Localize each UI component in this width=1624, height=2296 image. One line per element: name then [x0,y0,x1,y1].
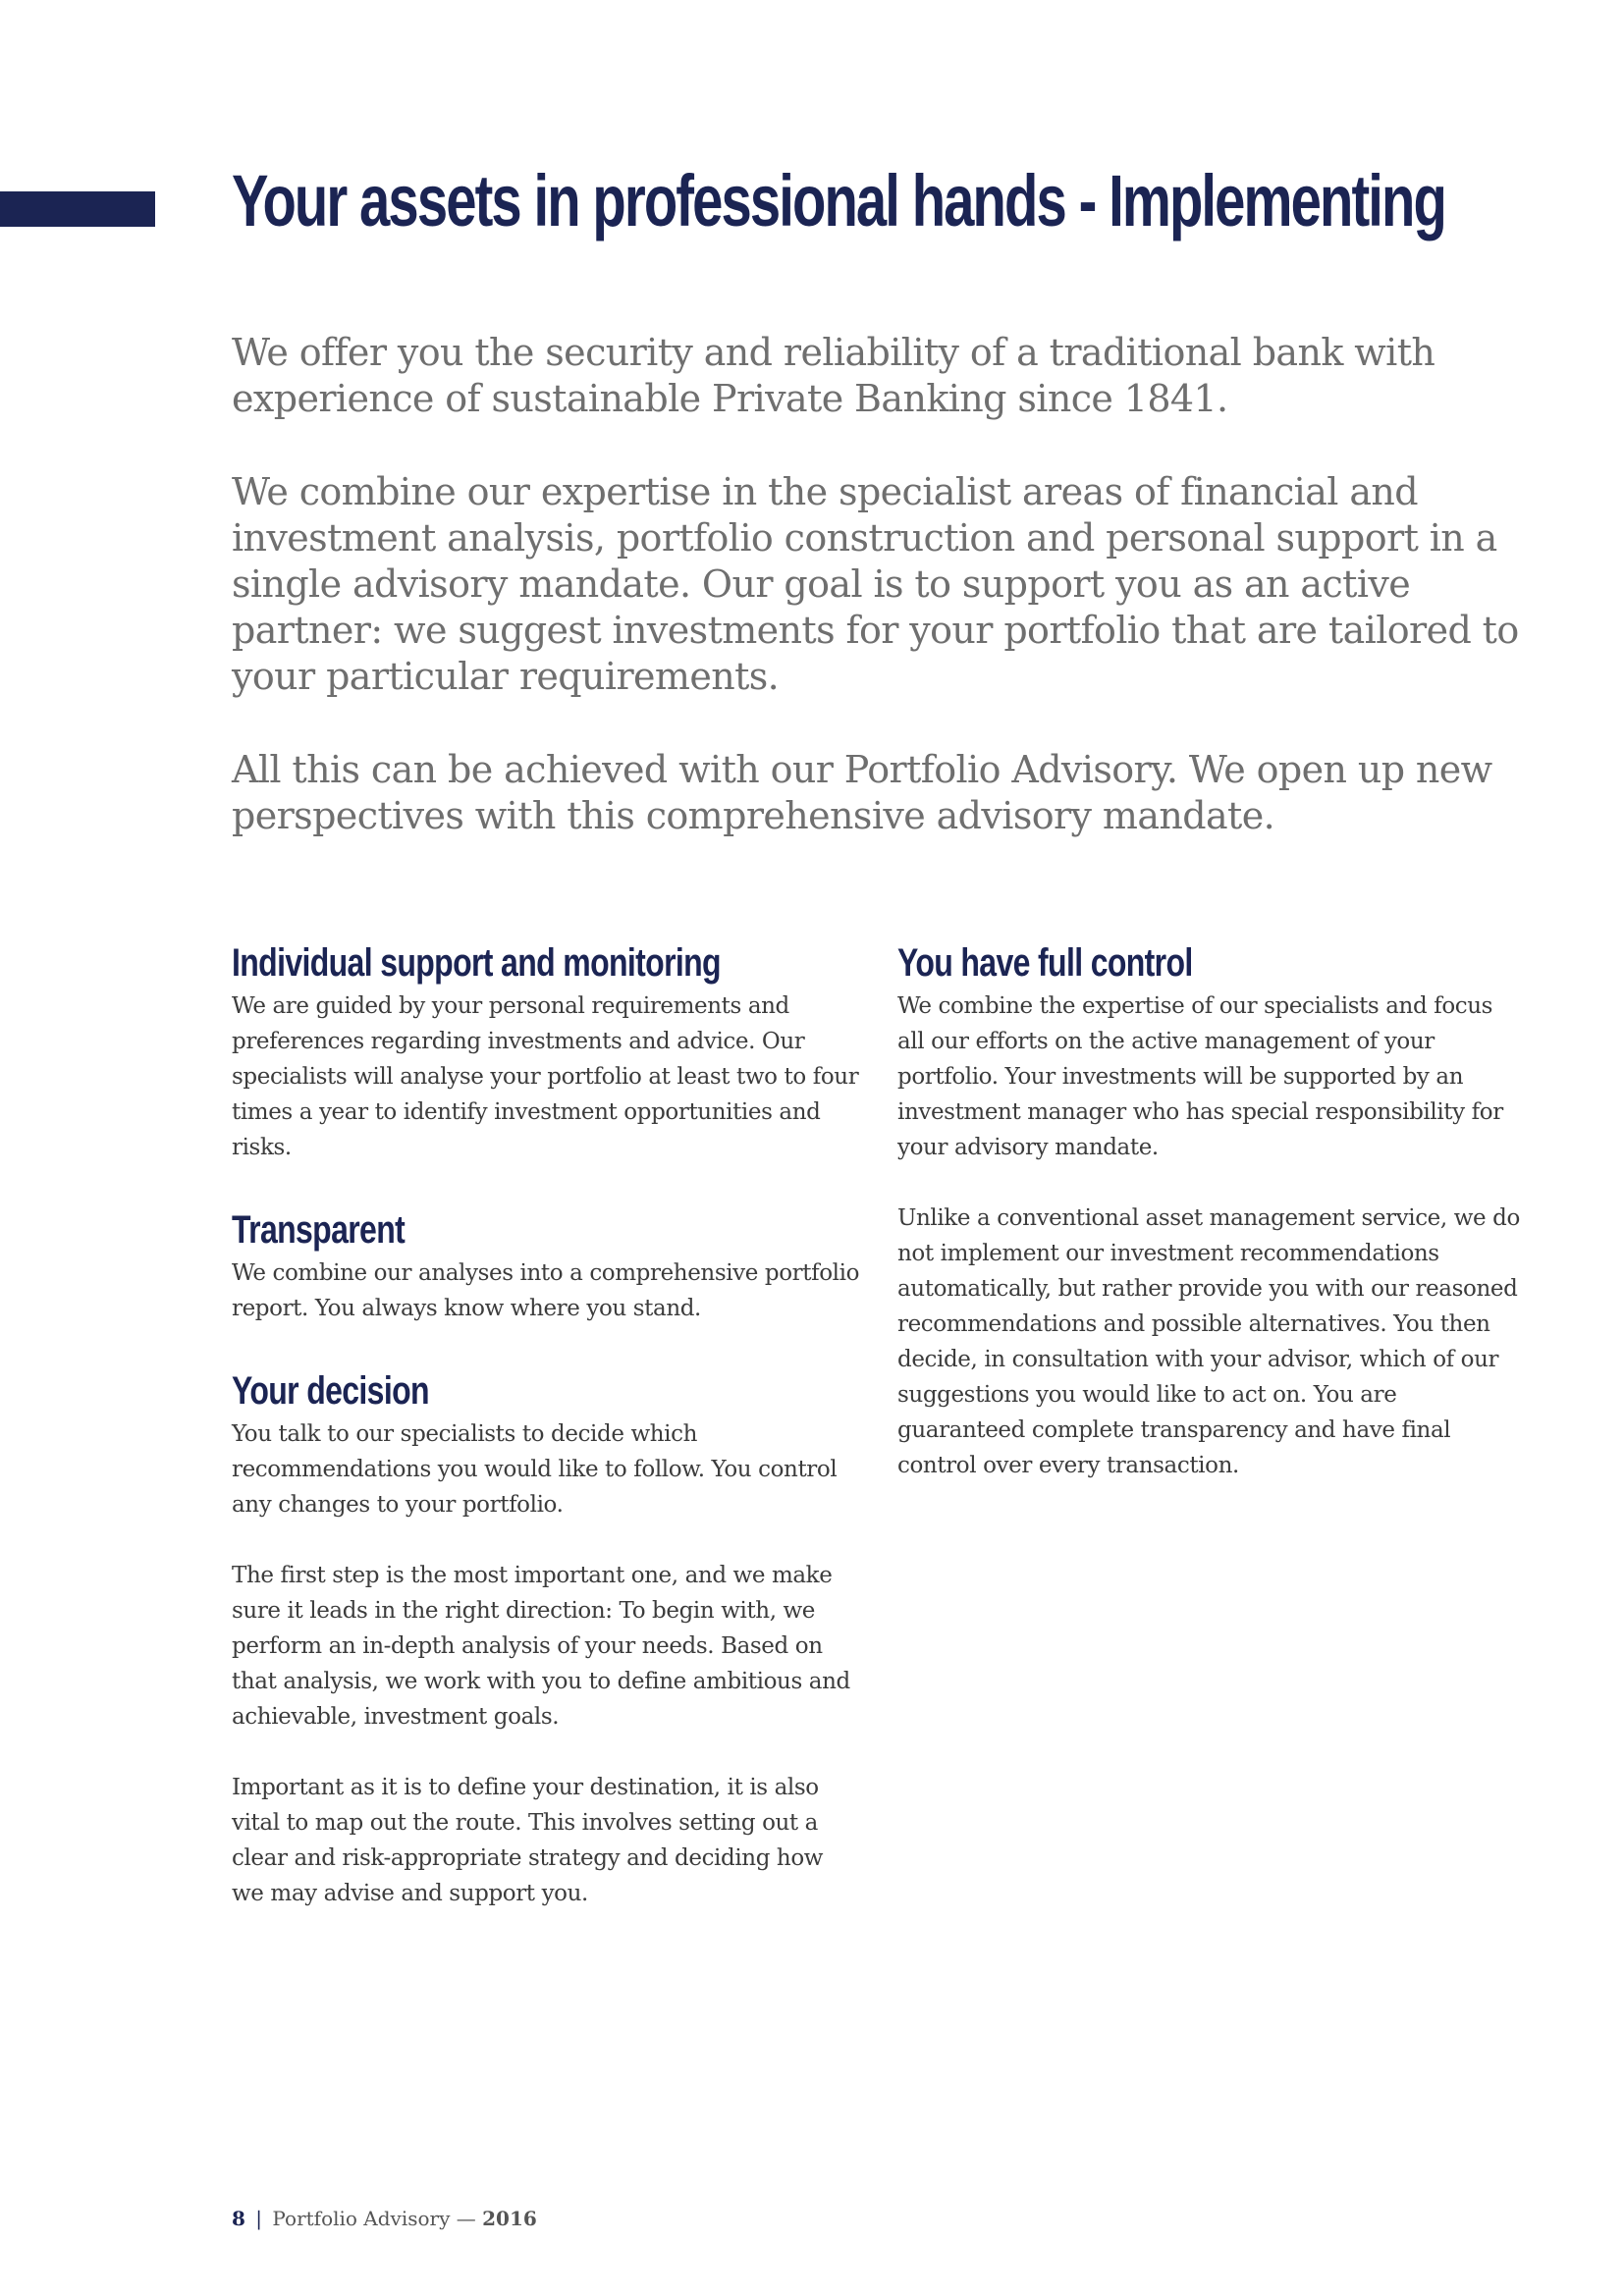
publication-year: 2016 [482,2207,537,2230]
left-column [232,937,860,1950]
section-text: You talk to our specialists to decide which recommendations you would like to follow. You control any changes to your portfolio. [232,1421,838,1518]
intro-paragraph: We combine our expertise in the specialist areas of financial and investment analysis, portfolio construction and personal support in a single advisory mandate. Our goal is to support you as an active partner: we suggest investments for your portfolio that are tailored to your particular requirements. [232,470,1519,698]
page-footer [232,2207,537,2230]
section-heading: Individual support and monitoring [232,941,721,985]
section-individual-support [232,937,860,1165]
publication-name: Portfolio Advisory — [272,2207,476,2230]
section-heading: Transparent [232,1208,406,1252]
right-column [897,937,1526,1522]
accent-bar [0,191,155,227]
section-your-decision [232,1365,860,1911]
section-text: Unlike a conventional asset management service, we do not implement our investment recommendations automatically, but rather provide you with our reasoned recommendations and possible alternatives. You then decide, in consultation with your advisor, which of our suggestions you would like to act on. You are guaranteed complete transparency and have final control over every transaction. [897,1205,1520,1478]
intro-paragraph: We offer you the security and reliability of a traditional bank with experience of sustainable Private Banking since 1841. [232,331,1435,420]
section-heading: Your decision [232,1369,429,1413]
intro-paragraph: All this can be achieved with our Portfolio Advisory. We open up new perspectives with this comprehensive advisory mandate. [232,748,1492,837]
section-text: We are guided by your personal requirements and preferences regarding investments and advice. Our specialists will analyse your portfolio at least two to four times a year to identify investment opportunities and risks. [232,993,859,1160]
intro-section [232,330,1528,886]
section-transparent [232,1204,860,1326]
section-text: The first step is the most important one, and we make sure it leads in the right direction: To begin with, we perform an in-depth analysis of your needs. Based on that analysis, we work with you to define ambitious and achievable, investment goals. [232,1563,850,1730]
section-text: We combine our analyses into a comprehensive portfolio report. You always know where you stand. [232,1260,860,1321]
section-heading: You have full control [897,941,1193,985]
page-number: 8 [232,2207,245,2230]
footer-separator: | [255,2207,263,2230]
section-text: We combine the expertise of our specialists and focus all our efforts on the active management of your portfolio. Your investments will be supported by an investment manager who has special responsibility for your advisory mandate. [897,993,1503,1160]
section-full-control [897,937,1526,1483]
section-text: Important as it is to define your destination, it is also vital to map out the route. This involves setting out a clear and risk-appropriate strategy and deciding how we may advise and support you. [232,1775,824,1906]
page-title: Your assets in professional hands - Implementing [232,160,1445,241]
